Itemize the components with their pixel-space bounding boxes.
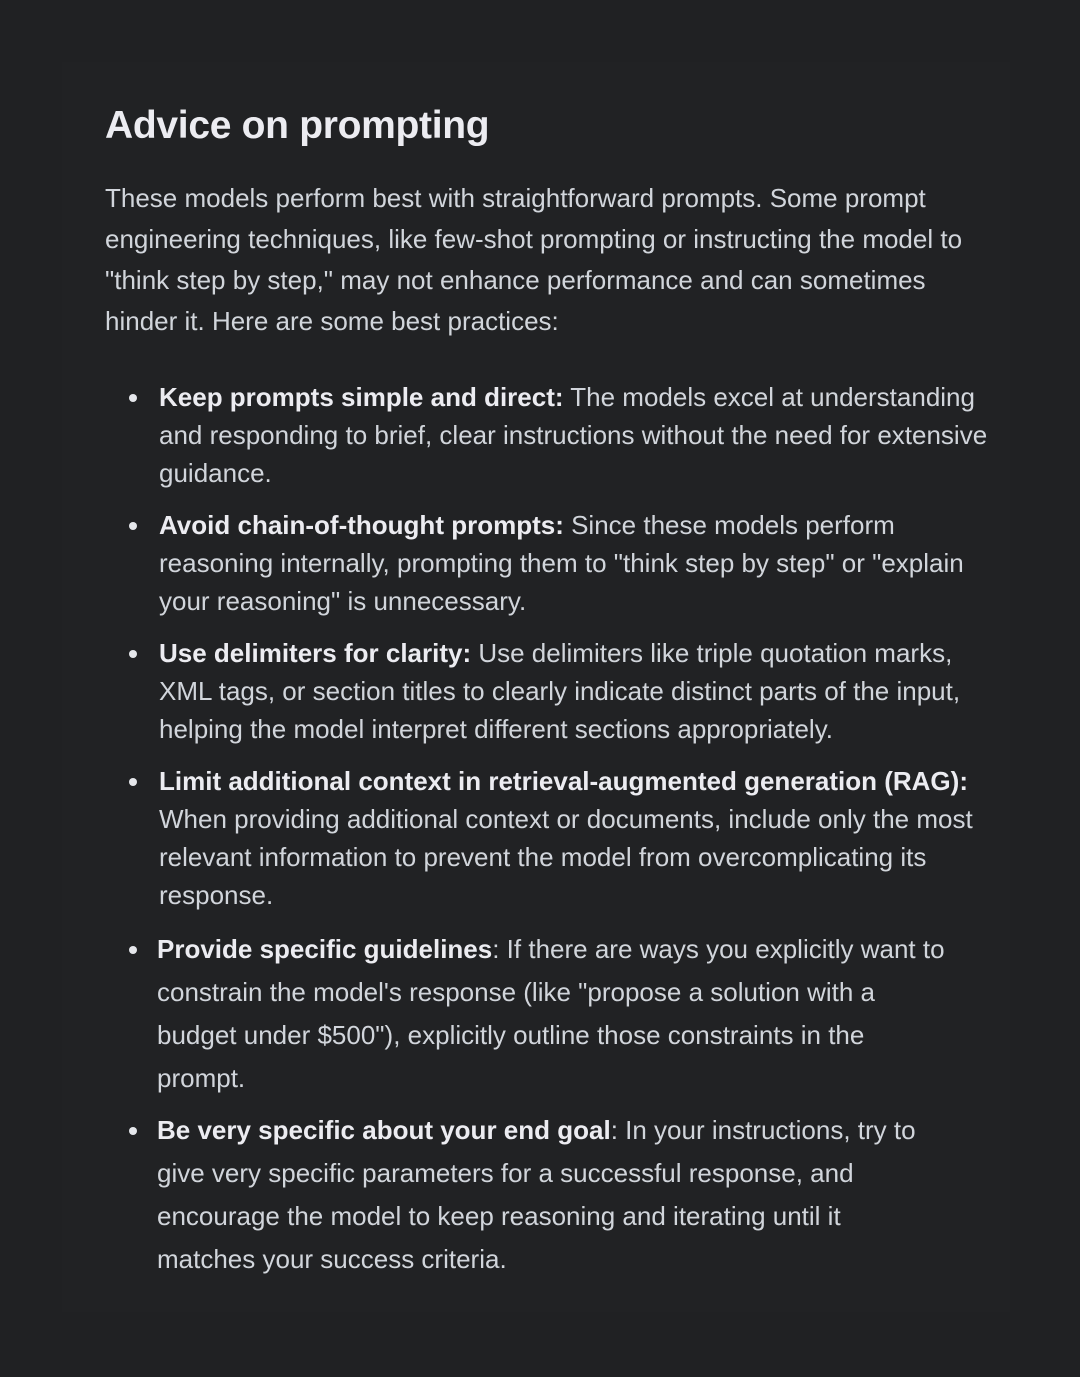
list-item-text: : In your instructions, try to give very specific parameters for a successful response, and encourage the model to keep reasoning and iterating until it matches your success criteria. bbox=[157, 1115, 916, 1274]
list-item-term: Keep prompts simple and direct: bbox=[159, 382, 564, 412]
list-item-term: Be very specific about your end goal bbox=[157, 1115, 611, 1145]
list-item bbox=[105, 506, 999, 620]
list-item-text: : If there are ways you explicitly want to constrain the model's response (like "propose a solution with a budget under $500"), explicitly outline those constraints in the prompt. bbox=[157, 934, 945, 1093]
list-item-text: The models excel at understanding and responding to brief, clear instructions without the need for extensive guidance. bbox=[159, 382, 988, 488]
page-title: Advice on prompting bbox=[105, 104, 490, 147]
list-item bbox=[105, 928, 947, 1100]
list-item-term: Provide specific guidelines bbox=[157, 934, 493, 964]
list-item-text: When providing additional context or documents, include only the most relevant information to prevent the model from overcomplicating its response. bbox=[159, 804, 973, 910]
list-item-term: Limit additional context in retrieval-augmented generation (RAG): bbox=[159, 766, 968, 796]
article bbox=[105, 98, 1005, 1290]
list-item-term: Use delimiters for clarity: bbox=[159, 638, 472, 668]
list-item bbox=[105, 762, 989, 914]
list-item-text: Since these models perform reasoning internally, prompting them to "think step by step" or "explain your reasoning" is unnecessary. bbox=[159, 510, 964, 616]
list-item bbox=[105, 1109, 932, 1281]
list-item-text: Use delimiters like triple quotation marks, XML tags, or section titles to clearly indicate distinct parts of the input, helping the model interpret different sections appropriately. bbox=[159, 638, 961, 744]
best-practices-list bbox=[105, 378, 1005, 1281]
list-item bbox=[105, 378, 999, 492]
list-item-term: Avoid chain-of-thought prompts: bbox=[159, 510, 564, 540]
intro-paragraph: These models perform best with straightforward prompts. Some prompt engineering techniques, like few-shot prompting or instructing the model to "think step by step," may not enhance performance and can sometimes hinder it. Here are some best practices: bbox=[105, 183, 963, 336]
list-item bbox=[105, 634, 989, 748]
